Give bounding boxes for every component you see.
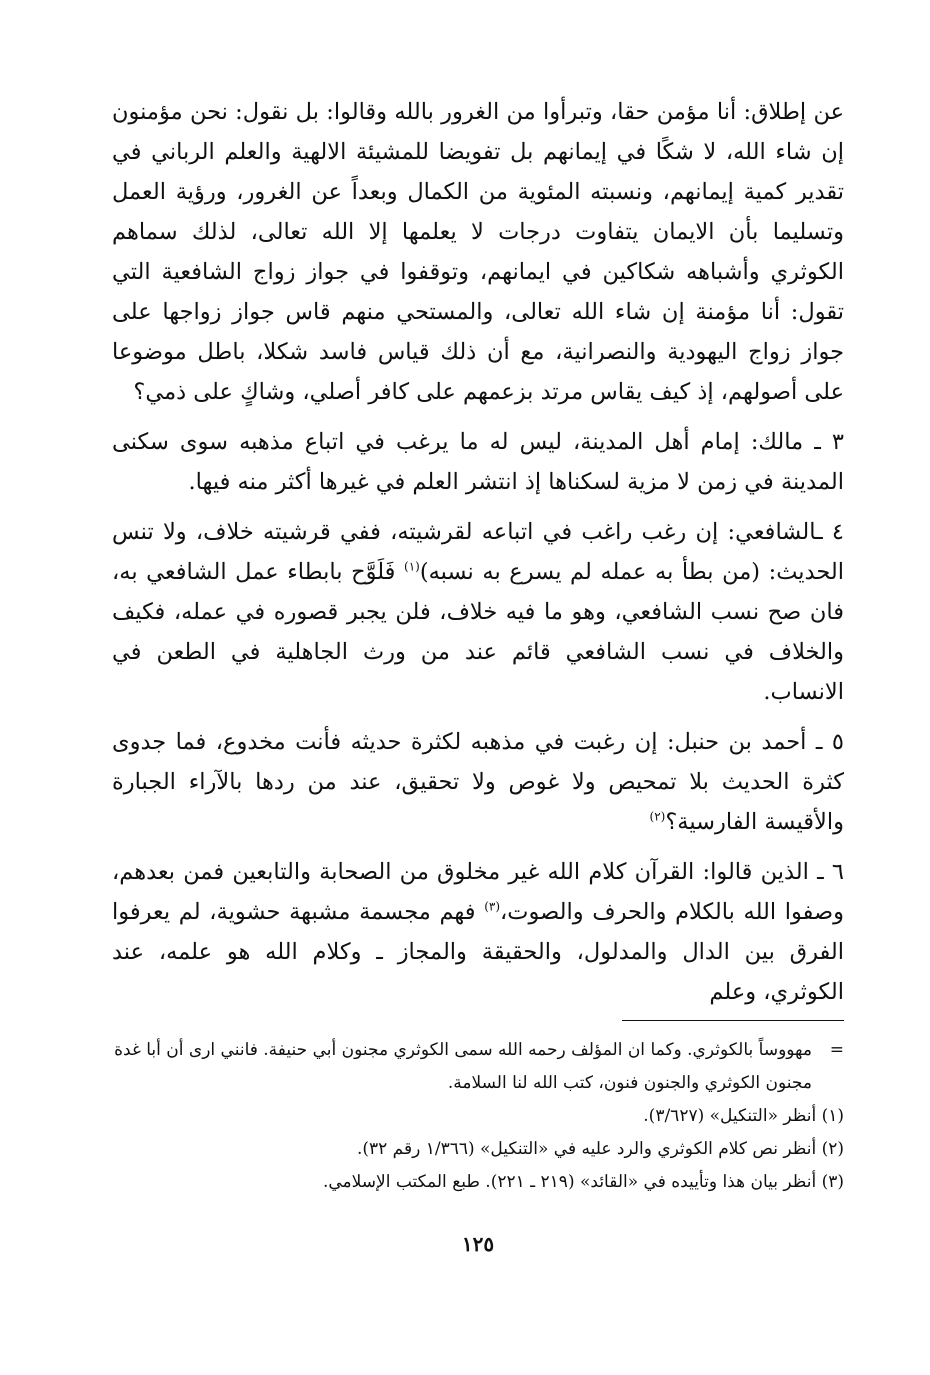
footnote-continuation: [112, 1034, 844, 1100]
paragraph-shafii-part-b: فَلَوَّح بابطاء عمل الشافعي به، فان صح نسب الشافعي، وهو ما فيه خلاف، فلن يجبر قصوره في عمله، فكيف والخلاف في نسب الشافعي قائم عند من ورث الجاهلية في الطعن في الانساب.: [112, 559, 844, 705]
page-number: ١٢٥: [461, 1232, 495, 1256]
paragraph-maliki: ٣ ـ مالك: إمام أهل المدينة، ليس له ما يرغب في اتباع مذهبه سوى سكنى المدينة في زمن لا مزية لسكناها إذ انتشر العلم في غيرها أكثر منه فيها.: [112, 429, 844, 495]
footnote-ref-3[interactable]: (٣): [484, 899, 501, 914]
footnote-ref-1[interactable]: (١): [404, 559, 420, 574]
paragraph-1: عن إطلاق: أنا مؤمن حقا، وتبرأوا من الغرور بالله وقالوا: بل نقول: نحن مؤمنون إن شاء الله، لا شكًا في إيمانهم بل تفويضا للمشيئة الالهية والعلم الرباني في تقدير كمية إيمانهم، ونسبته المئوية من الكمال وبعداً عن الغرور، ورؤية العمل وتسليما بأن الايمان يتفاوت درجات لا يعلمها إلا الله تعالى، لذلك سماهم الكوثري وأشباهه شكاكين في ايمانهم، وتوقفوا في جواز زواج الشافعية التي تقول: أنا مؤمنة إن شاء الله تعالى، والمستحي منهم قاس جواز زواجها على جواز زواج اليهودية والنصرانية، مع أن ذلك قياس فاسد شكلا، باطل موضوعا على أصولهم، إذ كيف يقاس مرتد بزعمهم على كافر أصلي، وشاكٍ على ذمي؟: [112, 99, 844, 405]
footnote-ref-2[interactable]: (٢): [649, 809, 666, 824]
main-text: [112, 92, 844, 1012]
footnotes-section: [112, 1034, 844, 1199]
footnote-2: (٢) أنظر نص كلام الكوثري والرد عليه في «التنكيل» (١/٣٦٦ رقم ٣٢).: [356, 1139, 844, 1159]
paragraph-hanbali: [112, 722, 844, 842]
footnote-continuation-text: مهووساً بالكوثري. وكما ان المؤلف رحمه الله سمى الكوثري مجنون أبي حنيفة. فانني ارى أن أبا غدة مجنون الكوثري والجنون فنون، كتب الله لنا السلامة.: [114, 1040, 812, 1093]
paragraph-quran: [112, 852, 844, 1012]
paragraph-quran-part-a: ٦ ـ الذين قالوا: القرآن كلام الله غير مخلوق من الصحابة والتابعين فمن بعدهم، وصفوا الله بالكلام والحرف والصوت،: [112, 859, 845, 925]
book-page: [112, 92, 844, 1272]
footnote-1: (١) أنظر «التنكيل» (٣/٦٢٧).: [643, 1106, 844, 1126]
paragraph-quran-part-b: فهم مجسمة مشبهة حشوية، لم يعرفوا الفرق بين الدال والمدلول، والحقيقة والمجاز ـ وكلام الله هو علمه، عند الكوثري، وعلم: [112, 899, 844, 1005]
paragraph-shafii: [112, 512, 844, 712]
paragraph-hanbali-text: ٥ ـ أحمد بن حنبل: إن رغبت في مذهبه لكثرة حديثه فأنت مخدوع، فما جدوى كثرة الحديث بلا تمحيص ولا غوص ولا تحقيق، عند من ردها بالآراء الجبارة والأقيسة الفارسية؟: [112, 729, 844, 835]
footnote-divider: [622, 1020, 844, 1021]
continuation-mark: =: [829, 1040, 844, 1060]
footnote-3: (٣) أنظر بيان هذا وتأييده في «القائد» (٢١٩ ـ ٢٢١). طبع المكتب الإسلامي.: [322, 1172, 844, 1192]
paragraph-shafii-part-a: ٤ ـالشافعي: إن رغب راغب في اتباعه لقرشيته، ففي قرشيته خلاف، ولا تنس الحديث: (من بطأ به عمله لم يسرع به نسبه): [112, 519, 844, 585]
